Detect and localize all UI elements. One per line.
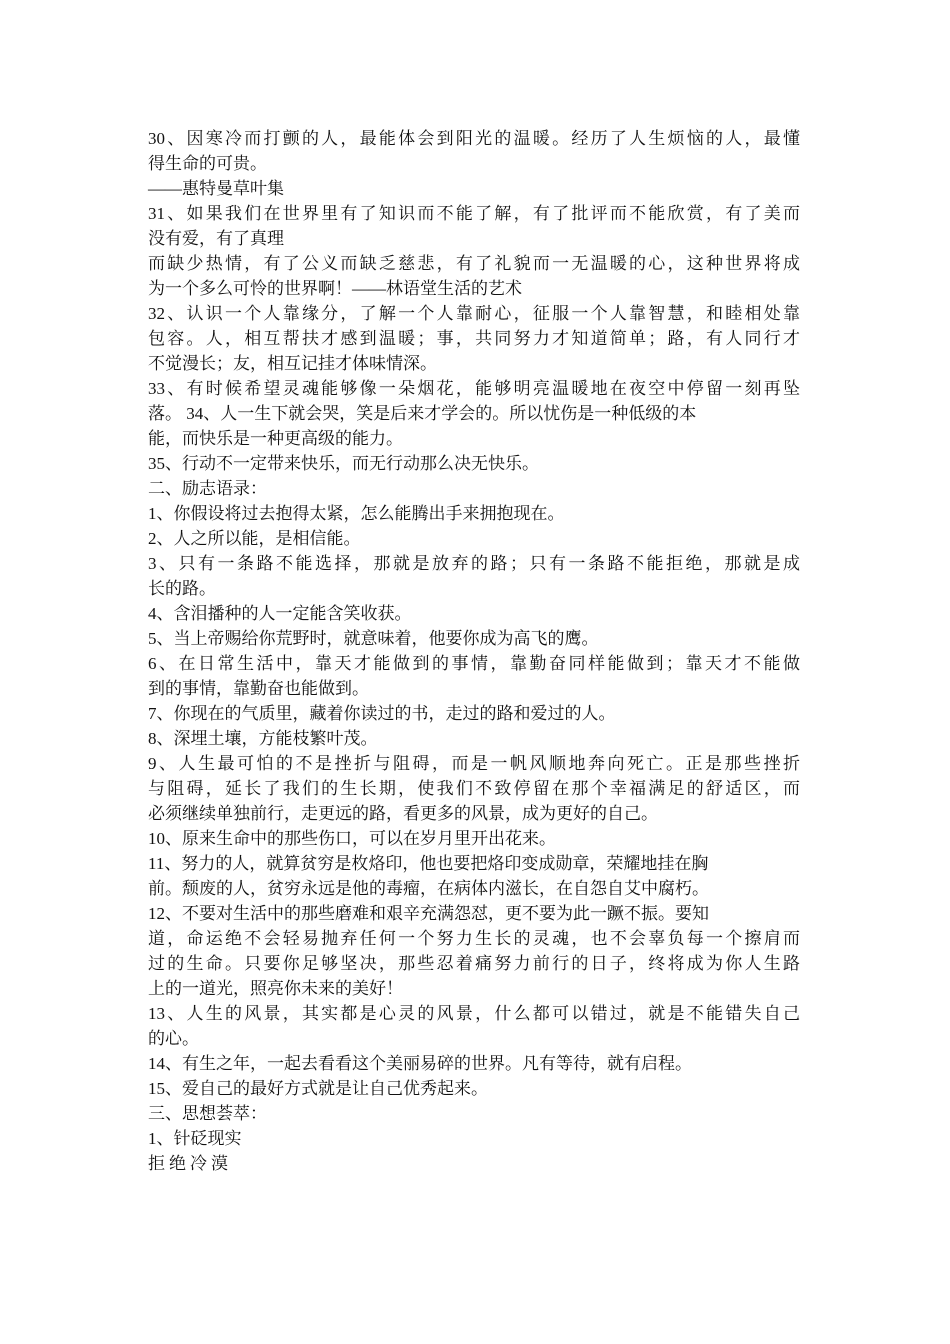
text-line: 而缺少热情，有了公义而缺乏慈悲，有了礼貌而一无温暖的心，这种世界将成 [148,254,800,273]
text-line: 与阻碍，延长了我们的生长期，使我们不致停留在那个幸福满足的舒适区，而 [148,779,800,798]
text-line: 得生命的可贵。 [148,154,267,173]
text-line: 落。 34、人一生下就会哭，笑是后来才学会的。所以忧伤是一种低级的本 [148,404,697,423]
text-line: 1、你假设将过去抱得太紧，怎么能腾出手来拥抱现在。 [148,504,565,523]
text-line: 30、因寒冷而打颤的人，最能体会到阳光的温暖。经历了人生烦恼的人，最懂 [148,129,800,148]
text-line: 35、行动不一定带来快乐，而无行动那么决无快乐。 [148,454,539,473]
text-line: 33、有时候希望灵魂能够像一朵烟花，能够明亮温暖地在夜空中停留一刻再坠 [148,379,800,398]
text-line: 为一个多么可怜的世界啊！——林语堂生活的艺术 [148,279,522,298]
text-line: 能，而快乐是一种更高级的能力。 [148,429,403,448]
text-line: 的心。 [148,1029,199,1048]
text-line: 1、针砭现实 [148,1129,242,1148]
text-line: 32、认识一个人靠缘分，了解一个人靠耐心，征服一个人靠智慧，和睦相处靠 [148,304,800,323]
text-line: 3、只有一条路不能选择，那就是放弃的路；只有一条路不能拒绝，那就是成 [148,554,800,573]
text-line: 过的生命。只要你足够坚决，那些忍着痛努力前行的日子，终将成为你人生路 [148,954,800,973]
text-line: 必须继续单独前行，走更远的路，看更多的风景，成为更好的自己。 [148,804,658,823]
text-line: 前。颓废的人，贫穷永远是他的毒瘤，在病体内滋长，在自怨自艾中腐朽。 [148,879,709,898]
text-line: 15、爱自己的最好方式就是让自己优秀起来。 [148,1079,488,1098]
text-line: 9、人生最可怕的不是挫折与阻碍，而是一帆风顺地奔向死亡。正是那些挫折 [148,754,800,773]
text-line: 没有爱，有了真理 [148,229,284,248]
text-line: 10、原来生命中的那些伤口，可以在岁月里开出花来。 [148,829,556,848]
text-line: ——惠特曼草叶集 [148,179,284,198]
text-line: 4、含泪播种的人一定能含笑收获。 [148,604,412,623]
text-line: 31、如果我们在世界里有了知识而不能了解，有了批评而不能欣赏，有了美而 [148,204,800,223]
text-line: 13、人生的风景，其实都是心灵的风景，什么都可以错过，就是不能错失自己 [148,1004,800,1023]
text-line: 11、努力的人，就算贫穷是枚烙印，他也要把烙印变成勋章，荣耀地挂在胸 [148,854,709,873]
text-line: 8、深埋土壤，方能枝繁叶茂。 [148,729,378,748]
text-line: 到的事情，靠勤奋也能做到。 [148,679,369,698]
text-line: 6、在日常生活中，靠天才能做到的事情，靠勤奋同样能做到；靠天才不能做 [148,654,800,673]
text-line: 2、人之所以能，是相信能。 [148,529,361,548]
text-line: 不觉漫长；友，相互记挂才体味情深。 [148,354,437,373]
text-line: 7、你现在的气质里，藏着你读过的书，走过的路和爱过的人。 [148,704,616,723]
text-line: 拒绝冷漠 [148,1154,232,1173]
text-line: 包容。人，相互帮扶才感到温暖；事，共同努力才知道简单；路，有人同行才 [148,329,800,348]
text-line: 12、不要对生活中的那些磨难和艰辛充满怨怼，更不要为此一蹶不振。要知 [148,904,709,923]
text-line: 道，命运绝不会轻易抛弃任何一个努力生长的灵魂，也不会辜负每一个擦肩而 [148,929,800,948]
text-line: 长的路。 [148,579,216,598]
text-line: 5、当上帝赐给你荒野时，就意味着，他要你成为高飞的鹰。 [148,629,599,648]
document-page [148,126,800,1176]
text-line: 二、励志语录： [148,479,267,498]
text-line: 14、有生之年，一起去看看这个美丽易碎的世界。凡有等待，就有启程。 [148,1054,692,1073]
text-line: 三、思想荟萃： [148,1104,267,1123]
text-line: 上的一道光，照亮你未来的美好！ [148,979,403,998]
